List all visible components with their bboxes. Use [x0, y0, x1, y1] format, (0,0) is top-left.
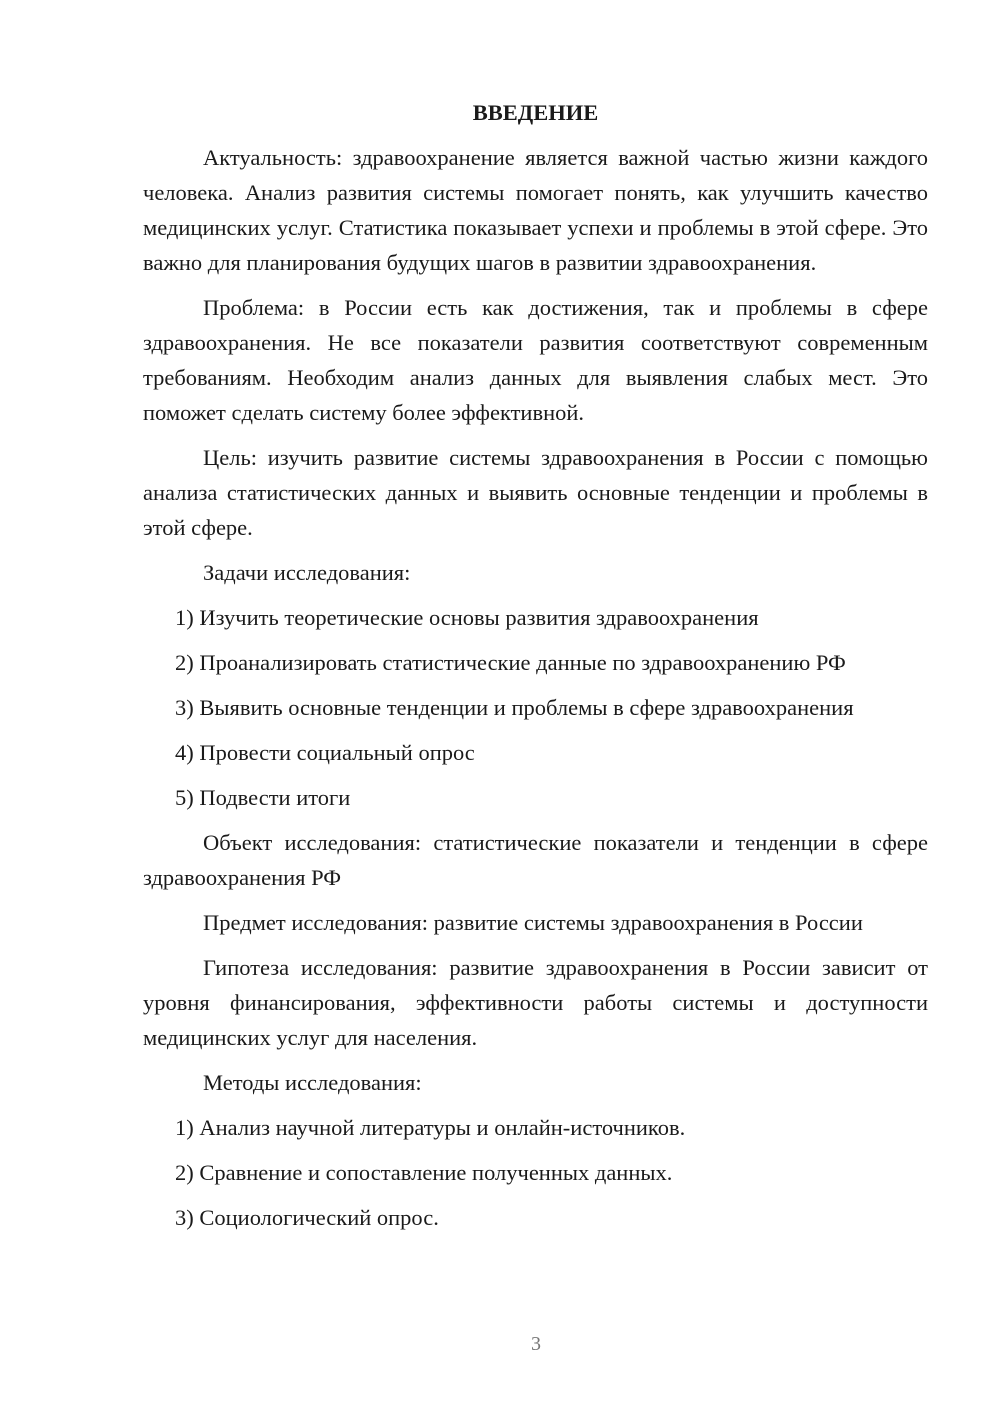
method-item-1: 1) Анализ научной литературы и онлайн-источников. — [175, 1115, 686, 1140]
method-item-2: 2) Сравнение и сопоставление полученных данных. — [175, 1160, 673, 1185]
page-number: 3 — [531, 1333, 541, 1355]
task-item-5: 5) Подвести итоги — [175, 785, 351, 810]
tasks-title: Задачи исследования: — [203, 560, 411, 585]
paragraph-goal: Цель: изучить развитие системы здравоохранения в России с помощью анализа статистических данных и выявить основные тенденции и проблемы в этой сфере. — [143, 445, 928, 540]
method-item-3: 3) Социологический опрос. — [175, 1205, 439, 1230]
paragraph-problem: Проблема: в России есть как достижения, так и проблемы в сфере здравоохранения. Не все показатели развития соответствуют современным требованиям. Необходим анализ данных для выявления слабых мест. Это поможет сделать систему более эффективной. — [143, 295, 928, 425]
paragraph-hypothesis: Гипотеза исследования: развитие здравоохранения в России зависит от уровня финансирования, эффективности работы системы и доступности медицинских услуг для населения. — [143, 955, 928, 1050]
task-item-3: 3) Выявить основные тенденции и проблемы в сфере здравоохранения — [175, 695, 854, 720]
paragraph-relevance: Актуальность: здравоохранение является важной частью жизни каждого человека. Анализ развития системы помогает понять, как улучшить качество медицинских услуг. Статистика показывает успехи и проблемы в этой сфере. Это важно для планирования будущих шагов в развитии здравоохранения. — [143, 145, 928, 275]
paragraph-subject: Предмет исследования: развитие системы здравоохранения в России — [203, 910, 863, 935]
methods-title: Методы исследования: — [203, 1070, 422, 1095]
page-content — [143, 95, 928, 1245]
task-item-2: 2) Проанализировать статистические данные по здравоохранению РФ — [175, 650, 846, 675]
task-item-4: 4) Провести социальный опрос — [175, 740, 475, 765]
task-item-1: 1) Изучить теоретические основы развития здравоохранения — [175, 605, 759, 630]
section-heading: ВВЕДЕНИЕ — [472, 100, 599, 125]
paragraph-object: Объект исследования: статистические показатели и тенденции в сфере здравоохранения РФ — [143, 830, 928, 890]
